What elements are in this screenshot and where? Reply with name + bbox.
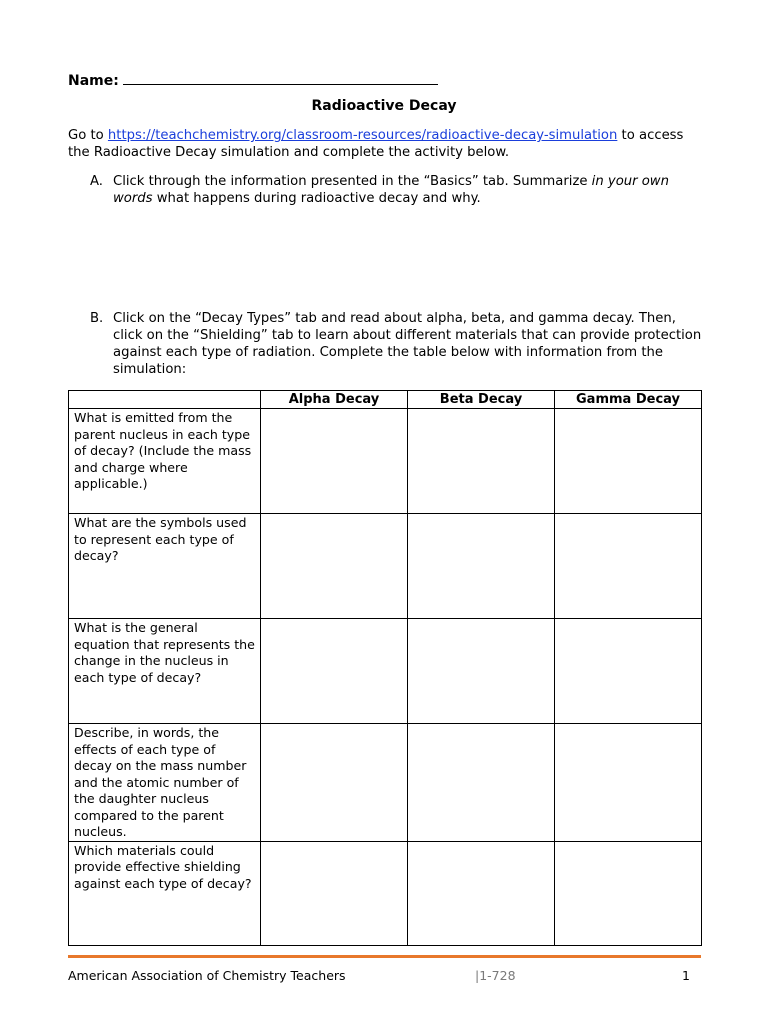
answer-cell-beta[interactable] (408, 514, 555, 619)
question-b-letter: B. (90, 311, 104, 326)
answer-cell-alpha[interactable] (261, 619, 408, 724)
page-number: 1 (682, 968, 690, 983)
table-row (69, 841, 702, 945)
intro-prefix: Go to (68, 128, 108, 143)
row-question-emitted: What is emitted from the parent nucleus in each type of decay? (Include the mass and charge where applicable.) (69, 409, 261, 514)
answer-cell-beta[interactable] (408, 724, 555, 842)
answer-cell-gamma[interactable] (555, 841, 702, 945)
name-field[interactable] (68, 70, 438, 89)
table-header-gamma: Gamma Decay (555, 391, 702, 409)
answer-cell-gamma[interactable] (555, 724, 702, 842)
question-b-text: Click on the “Decay Types” tab and read about alpha, beta, and gamma decay. Then, click on the “Shielding” tab to learn about different materials that can provide protection against each type of radiation. Complete the table below with information from the simulation: (113, 311, 702, 377)
name-blank-line[interactable] (123, 70, 438, 85)
simulation-link[interactable]: https://teachchemistry.org/classroom-resources/radioactive-decay-simulation (107, 128, 618, 143)
intro-paragraph (68, 127, 708, 161)
answer-cell-alpha[interactable] (261, 514, 408, 619)
decay-table (68, 390, 702, 946)
answer-cell-alpha[interactable] (261, 409, 408, 514)
question-a-letter: A. (90, 174, 103, 189)
row-question-shielding: Which materials could provide effective shielding against each type of decay? (69, 841, 261, 945)
answer-cell-gamma[interactable] (555, 409, 702, 514)
footer-organization: American Association of Chemistry Teachers (68, 968, 346, 983)
name-label: Name: (68, 73, 119, 89)
row-question-equation: What is the general equation that represents the change in the nucleus in each type of decay? (69, 619, 261, 724)
answer-cell-gamma[interactable] (555, 619, 702, 724)
question-a-text (113, 173, 705, 207)
question-a (90, 173, 705, 207)
table-header-blank (69, 391, 261, 409)
worksheet-title: Radioactive Decay (311, 98, 457, 114)
row-question-symbols: What are the symbols used to represent each type of decay? (69, 514, 261, 619)
row-question-effects: Describe, in words, the effects of each type of decay on the mass number and the atomic number of the daughter nucleus compared to the parent nucleus. (69, 724, 261, 842)
answer-cell-beta[interactable] (408, 409, 555, 514)
footer-divider (68, 955, 701, 958)
answer-cell-beta[interactable] (408, 619, 555, 724)
question-a-text-italic: in your own words (113, 174, 669, 206)
table-row (69, 724, 702, 842)
question-b (90, 310, 705, 378)
table-header-beta: Beta Decay (408, 391, 555, 409)
table-row (69, 619, 702, 724)
question-a-text-before: Click through the information presented in the “Basics” tab. Summarize (113, 174, 592, 189)
answer-cell-beta[interactable] (408, 841, 555, 945)
table-row (69, 514, 702, 619)
intro-suffix: to access the Radioactive Decay simulation and complete the activity below. (68, 128, 684, 160)
question-a-text-after: what happens during radioactive decay and why. (152, 191, 481, 206)
answer-cell-alpha[interactable] (261, 841, 408, 945)
table-header-row (69, 391, 702, 409)
answer-cell-gamma[interactable] (555, 514, 702, 619)
table-row (69, 409, 702, 514)
footer-code: |1-728 (475, 968, 516, 983)
table-header-alpha: Alpha Decay (261, 391, 408, 409)
answer-cell-alpha[interactable] (261, 724, 408, 842)
